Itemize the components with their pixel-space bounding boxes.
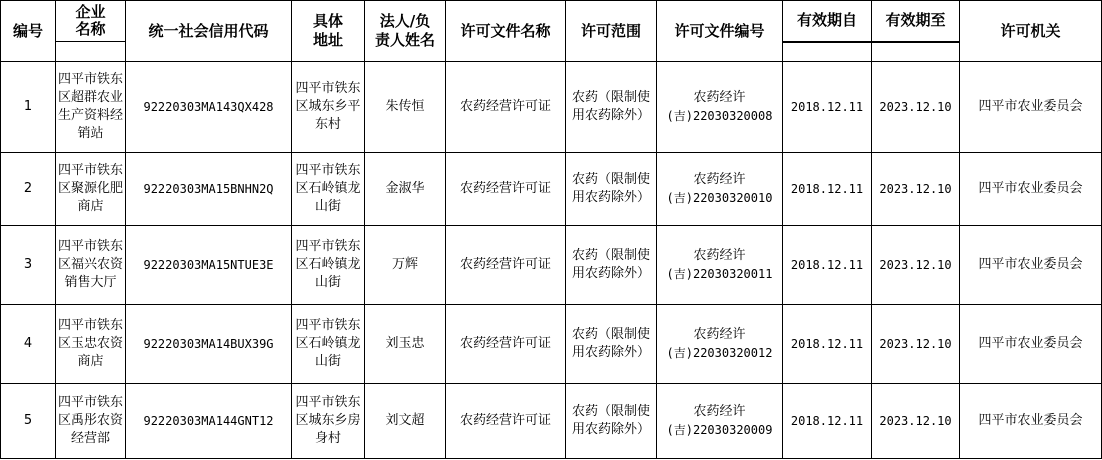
cell-doc-name: 农药经营许可证 <box>446 384 566 459</box>
header-addr <box>292 1 365 62</box>
header-name-subcell <box>56 42 126 62</box>
cell-doc-no <box>657 62 783 153</box>
header-doc-no: 许可文件编号 <box>657 1 783 62</box>
cell-no: 3 <box>1 226 56 305</box>
cell-no: 2 <box>1 153 56 226</box>
cell-doc-no <box>657 226 783 305</box>
cell-name: 四平市铁东区玉忠农资商店 <box>56 305 126 384</box>
cell-credit: 92220303MA15NTUE3E <box>126 226 292 305</box>
cell-addr: 四平市铁东区石岭镇龙山街 <box>292 226 365 305</box>
table-row <box>1 62 1102 153</box>
cell-valid-from: 2018.12.11 <box>783 226 872 305</box>
cell-rep: 朱传恒 <box>365 62 446 153</box>
cell-valid-from: 2018.12.11 <box>783 305 872 384</box>
cell-doc-no-line1: 农药经许 <box>693 90 746 105</box>
cell-doc-name: 农药经营许可证 <box>446 153 566 226</box>
cell-rep: 万辉 <box>365 226 446 305</box>
cell-credit: 92220303MA143QX428 <box>126 62 292 153</box>
cell-valid-to: 2023.12.10 <box>872 153 960 226</box>
cell-addr: 四平市铁东区城东乡房身村 <box>292 384 365 459</box>
header-rep-line2: 责人姓名 <box>374 31 435 49</box>
cell-valid-to: 2023.12.10 <box>872 305 960 384</box>
cell-scope: 农药（限制使用农药除外） <box>566 384 657 459</box>
header-scope: 许可范围 <box>566 1 657 62</box>
cell-no: 5 <box>1 384 56 459</box>
cell-credit: 92220303MA144GNT12 <box>126 384 292 459</box>
header-credit: 统一社会信用代码 <box>126 1 292 62</box>
table-row <box>1 153 1102 226</box>
table-row <box>1 226 1102 305</box>
header-authority: 许可机关 <box>960 1 1102 62</box>
cell-no: 4 <box>1 305 56 384</box>
cell-doc-no-line1: 农药经许 <box>693 172 746 187</box>
cell-valid-from: 2018.12.11 <box>783 153 872 226</box>
cell-scope: 农药（限制使用农药除外） <box>566 62 657 153</box>
cell-name: 四平市铁东区超群农业生产资料经销站 <box>56 62 126 153</box>
cell-doc-no-line2: (吉)22030320009 <box>666 423 773 437</box>
cell-authority: 四平市农业委员会 <box>960 384 1102 459</box>
header-name <box>56 1 126 42</box>
cell-authority: 四平市农业委员会 <box>960 226 1102 305</box>
cell-doc-no-line2: (吉)22030320011 <box>666 267 773 281</box>
header-name-line1: 企业 <box>75 3 106 21</box>
cell-doc-no <box>657 305 783 384</box>
cell-doc-name: 农药经营许可证 <box>446 62 566 153</box>
cell-doc-no-line1: 农药经许 <box>693 404 746 419</box>
cell-doc-no-line2: (吉)22030320010 <box>666 191 773 205</box>
cell-name: 四平市铁东区聚源化肥商店 <box>56 153 126 226</box>
cell-valid-to: 2023.12.10 <box>872 384 960 459</box>
header-rep <box>365 1 446 62</box>
cell-no: 1 <box>1 62 56 153</box>
header-name-line2: 名称 <box>75 20 106 38</box>
table-row <box>1 384 1102 459</box>
header-valid-from: 有效期自 <box>783 1 872 42</box>
cell-doc-no <box>657 384 783 459</box>
cell-addr: 四平市铁东区城东乡平东村 <box>292 62 365 153</box>
cell-valid-to: 2023.12.10 <box>872 226 960 305</box>
header-rep-line1: 法人/负 <box>379 12 431 30</box>
cell-doc-no <box>657 153 783 226</box>
cell-rep: 刘玉忠 <box>365 305 446 384</box>
header-addr-line2: 地址 <box>312 31 343 49</box>
cell-doc-no-line1: 农药经许 <box>693 327 746 342</box>
cell-valid-from: 2018.12.11 <box>783 62 872 153</box>
cell-scope: 农药（限制使用农药除外） <box>566 153 657 226</box>
cell-credit: 92220303MA14BUX39G <box>126 305 292 384</box>
cell-rep: 刘文超 <box>365 384 446 459</box>
cell-doc-no-line2: (吉)22030320008 <box>666 109 773 123</box>
cell-addr: 四平市铁东区石岭镇龙山街 <box>292 305 365 384</box>
cell-doc-no-line2: (吉)22030320012 <box>666 346 773 360</box>
table-row <box>1 305 1102 384</box>
header-valid-from-subcell <box>783 42 872 62</box>
cell-name: 四平市铁东区禹彤农资经营部 <box>56 384 126 459</box>
cell-addr: 四平市铁东区石岭镇龙山街 <box>292 153 365 226</box>
cell-scope: 农药（限制使用农药除外） <box>566 305 657 384</box>
header-addr-line1: 具体 <box>312 12 343 30</box>
cell-credit: 92220303MA15BNHN2Q <box>126 153 292 226</box>
cell-authority: 四平市农业委员会 <box>960 62 1102 153</box>
cell-rep: 金淑华 <box>365 153 446 226</box>
header-valid-to-subcell <box>872 42 960 62</box>
cell-authority: 四平市农业委员会 <box>960 305 1102 384</box>
cell-doc-name: 农药经营许可证 <box>446 305 566 384</box>
cell-valid-to: 2023.12.10 <box>872 62 960 153</box>
header-valid-to: 有效期至 <box>872 1 960 42</box>
header-doc-name: 许可文件名称 <box>446 1 566 62</box>
header-no: 编号 <box>1 1 56 62</box>
cell-scope: 农药（限制使用农药除外） <box>566 226 657 305</box>
cell-doc-name: 农药经营许可证 <box>446 226 566 305</box>
cell-doc-no-line1: 农药经许 <box>693 248 746 263</box>
header-row <box>1 1 1102 42</box>
cell-authority: 四平市农业委员会 <box>960 153 1102 226</box>
cell-valid-from: 2018.12.11 <box>783 384 872 459</box>
cell-name: 四平市铁东区福兴农资销售大厅 <box>56 226 126 305</box>
